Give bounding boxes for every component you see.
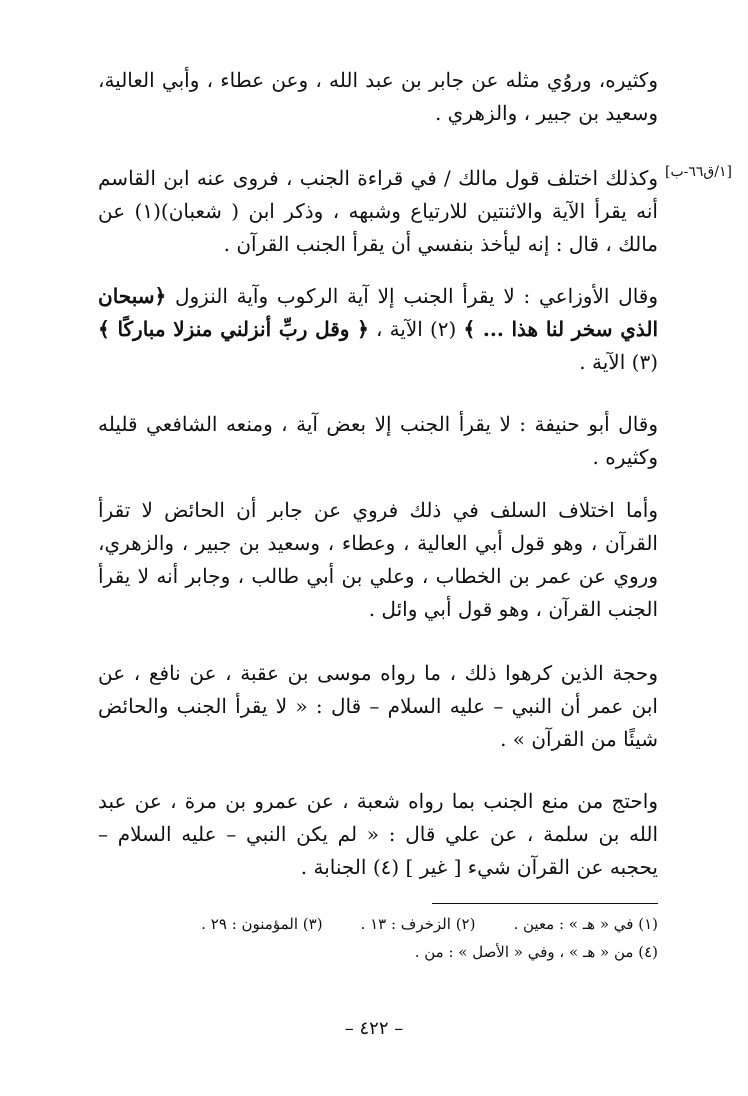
paragraph-4 [98, 408, 658, 474]
paragraph-6 [98, 657, 658, 756]
paragraph-text: وحجة الذين كرهوا ذلك ، ما رواه موسى بن عقبة ، عن نافع ، عن ابن عمر أن النبي – عليه السلام – قال : « لا يقرأ الجنب والحائض شيئًا من القرآن » . [98, 661, 658, 751]
paragraph-text: وكذلك اختلف قول مالك / في قراءة الجنب ، فروى عنه ابن القاسم أنه يقرأ الآية والاثنتين للارتياع وشبهه ، وذكر ابن ( شعبان)(١) عن مالك ، قال : إنه ليأخذ بنفسي أن يقرأ الجنب القرآن . [98, 166, 658, 256]
footnote-2: (٢) الزخرف : ١٣ . [360, 915, 476, 933]
quran-verse-1: ﴿سبحان الذي سخر لنا هذا ... ﴾ [98, 284, 659, 341]
footnote-line-2 [98, 938, 658, 966]
footnote-divider [432, 903, 658, 904]
paragraph-1 [98, 64, 658, 130]
manuscript-folio-marker: [١/ق٦٦-ب] [665, 164, 733, 180]
paragraph-5 [98, 494, 658, 626]
quran-verse-2: ﴿ وقل ربِّ أنزلني منزلا مباركًا ﴾ [98, 317, 369, 341]
paragraph-text: وكثيره، وروُي مثله عن جابر بن عبد الله ، وعن عطاء ، وأبي العالية، وسعيد بن جبير ، والزهري . [98, 68, 658, 125]
paragraph-text-mid: (٢) الآية ، [376, 317, 457, 341]
paragraph-7 [98, 785, 658, 884]
footnotes [98, 910, 658, 966]
footnote-3: (٣) المؤمنون : ٢٩ . [201, 915, 323, 933]
paragraph-2 [98, 162, 658, 261]
paragraph-text: وأما اختلاف السلف في ذلك فروي عن جابر أن الحائض لا تقرأ القرآن ، وهو قول أبي العالية ، وعطاء ، وسعيد بن جبير ، والزهري، وروي عن عمر بن الخطاب ، وعلي بن أبي طالب ، وجابر أنه لا يقرأ الجنب القرآن ، وهو قول أبي وائل . [98, 498, 658, 621]
paragraph-3 [98, 280, 658, 379]
footnote-1: (١) في « هـ » : معين . [513, 915, 658, 933]
paragraph-text: وقال أبو حنيفة : لا يقرأ الجنب إلا بعض آية ، ومنعه الشافعي قليله وكثيره . [98, 412, 658, 469]
footnote-4: (٤) من « هـ » ، وفي « الأصل » : من . [414, 943, 658, 961]
paragraph-text-after: (٣) الآية . [579, 350, 658, 374]
footnote-line-1 [98, 910, 658, 938]
paragraph-text-before: وقال الأوزاعي : لا يقرأ الجنب إلا آية الركوب وآية النزول [174, 284, 659, 308]
page-number: – ٤٢٢ – [344, 1018, 404, 1039]
paragraph-text [98, 280, 658, 379]
paragraph-text: واحتج من منع الجنب بما رواه شعبة ، عن عمرو بن مرة ، عن عبد الله بن سلمة ، عن علي قال : « لم يكن النبي – عليه السلام – يحجبه عن القرآن شيء [ غير ] (٤) الجنابة . [98, 789, 658, 879]
